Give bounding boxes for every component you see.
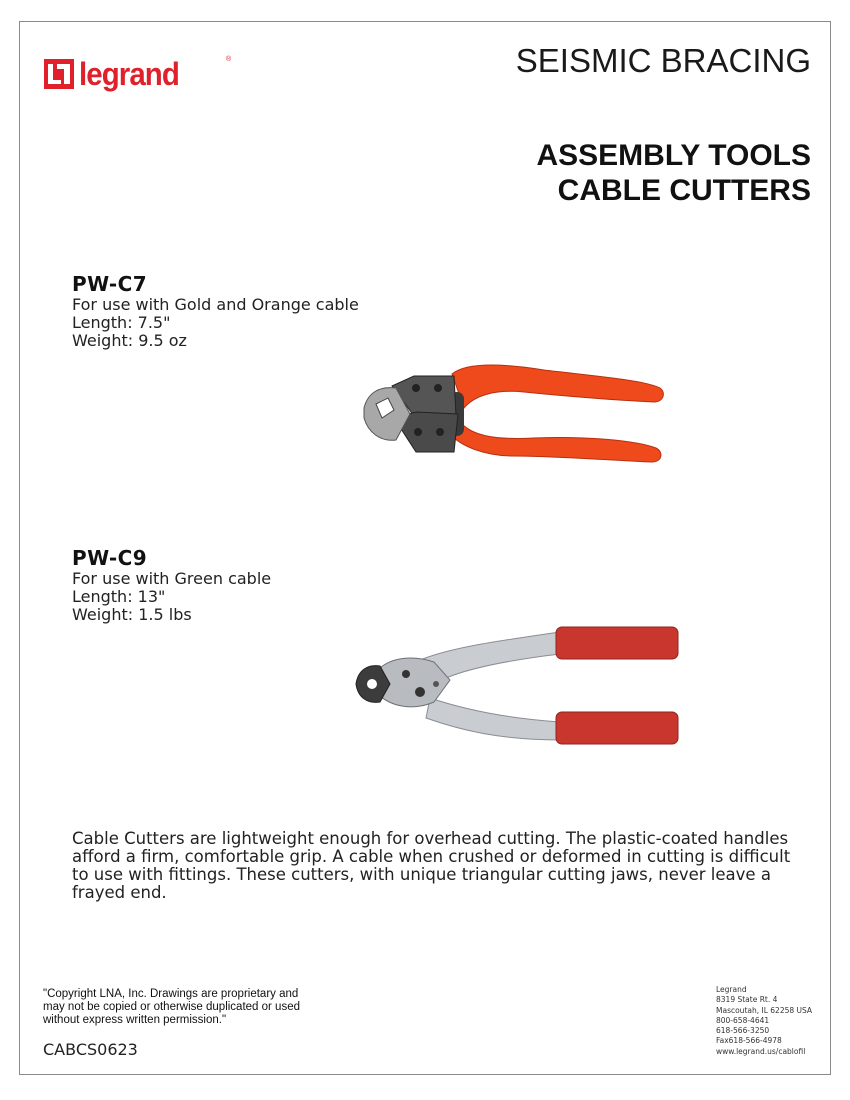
product-description: Cable Cutters are lightweight enough for overhead cutting. The plastic-coated handles afford a firm, comfortable grip. A cable when crushed or deformed in cutting is difficult to use with fittings. These cutters, with unique triangular cutting jaws, never leave a frayed end.: [72, 829, 791, 902]
contact-phone-1: 800-658-4641: [716, 1015, 770, 1025]
section-title: [536, 138, 811, 208]
document-code: CABCS0623: [43, 1040, 138, 1059]
contact-phone-2: 618-566-3250: [716, 1026, 770, 1036]
registered-mark: ®: [226, 56, 232, 63]
contact-website-link[interactable]: www.legrand.us/cablofil: [716, 1046, 806, 1056]
product-use: For use with Gold and Orange cable: [72, 295, 359, 314]
legrand-logo: [44, 54, 232, 94]
product-use: For use with Green cable: [72, 569, 272, 588]
product-model: PW-C7: [72, 272, 148, 296]
section-title-line-2: CABLE CUTTERS: [557, 174, 811, 207]
logo-wordmark: legrand: [79, 56, 179, 92]
product-model: PW-C9: [72, 546, 148, 570]
product-weight: Weight: 1.5 lbs: [72, 605, 192, 624]
product-length: Length: 7.5": [72, 313, 171, 332]
product-length: Length: 13": [72, 587, 166, 606]
document-title: SEISMIC BRACING: [515, 42, 811, 79]
orange-handled-cable-cutter-icon: [354, 352, 670, 476]
red-handled-cable-cutter-icon: [350, 622, 682, 746]
legrand-logo-mark-icon: [44, 59, 74, 89]
product-pw-c9: [72, 546, 271, 624]
copyright-notice: "Copyright LNA, Inc. Drawings are proprietary and may not be copied or otherwise duplicated or used without express written permission.": [43, 988, 300, 1026]
contact-block: [716, 985, 812, 1057]
contact-city-line: Mascoutah, IL 62258 USA: [716, 1005, 813, 1015]
contact-fax: Fax618-566-4978: [716, 1036, 782, 1046]
product-weight: Weight: 9.5 oz: [72, 331, 187, 350]
product-pw-c7: [72, 272, 359, 350]
contact-company: Legrand: [716, 985, 747, 994]
section-title-line-1: ASSEMBLY TOOLS: [536, 139, 811, 172]
contact-address-line: 8319 State Rt. 4: [716, 995, 778, 1005]
